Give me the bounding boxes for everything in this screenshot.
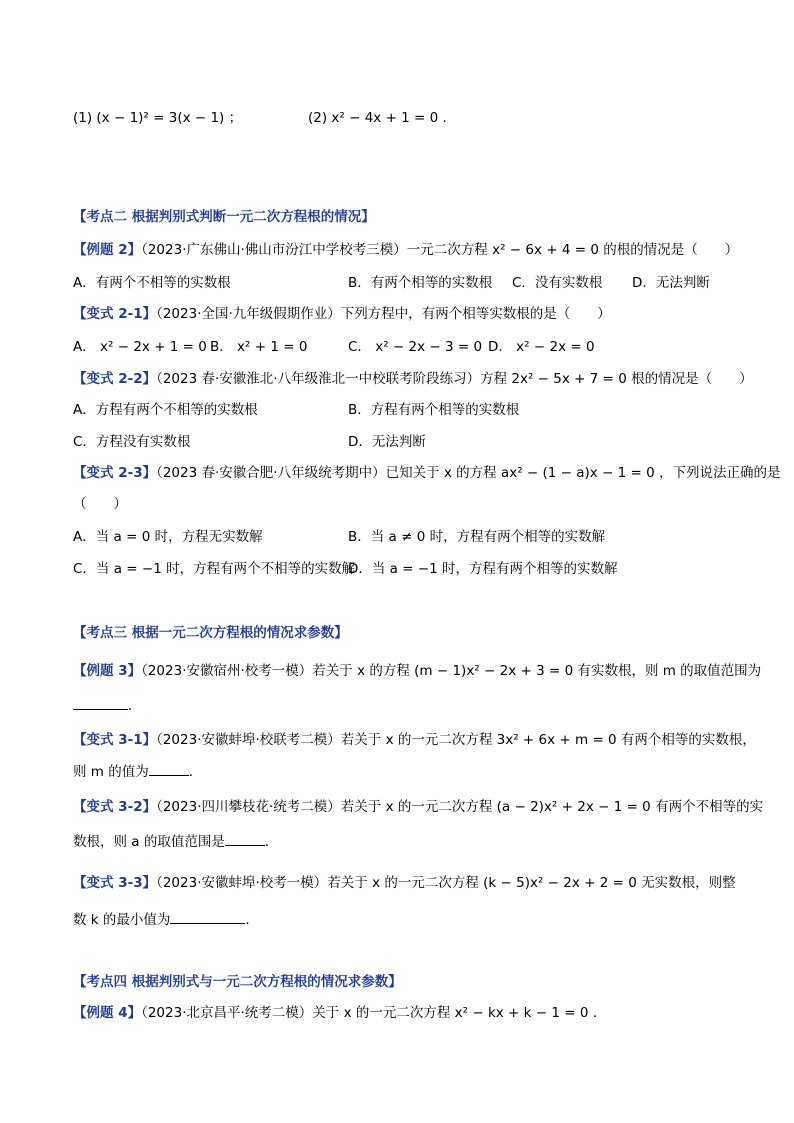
variant-2-3-paren: （ ）: [73, 496, 127, 512]
example-2-option-d: D．无法判断: [632, 275, 710, 291]
example-2-option-b: B．有两个相等的实数根: [348, 275, 493, 291]
variant-3-2-end: ．: [264, 834, 279, 850]
example-2: [73, 240, 738, 260]
question-1-text: (1) (x − 1)² = 3(x − 1) ；: [73, 110, 243, 126]
question-2: [308, 108, 447, 128]
example-2-text: （2023·广东佛山·佛山市汾江中学校考三模）一元二次方程 x² − 6x + 4 = 0 的根的情况是（ ）: [141, 242, 739, 258]
example-2-tag: 【例题 2】: [73, 242, 142, 258]
section-4-title: 【考点四 根据判别式与一元二次方程根的情况求参数】: [73, 974, 402, 990]
example-4-text: （2023·北京昌平·统考二模）关于 x 的一元二次方程 x² − kx + k − 1 = 0 .: [141, 1005, 598, 1021]
variant-3-1-tag: 【变式 3-1】: [73, 732, 157, 748]
variant-3-2-text: （2023·四川攀枝花·统考二模）若关于 x 的一元二次方程 (a − 2)x² + 2x − 1 = 0 有两个不相等的实: [156, 799, 764, 815]
example-3-tag: 【例题 3】: [73, 663, 142, 679]
variant-3-2: [73, 797, 763, 817]
example-3-answer: [73, 695, 142, 716]
variant-2-3-option-b: B．当 a ≠ 0 时，方程有两个相等的实数解: [348, 529, 606, 545]
variant-2-1-text: （2023·全国·九年级假期作业）下列方程中，有两个相等实数根的是（ ）: [156, 306, 611, 322]
variant-2-3-text: （2023 春·安徽合肥·八年级统考期中）已知关于 x 的方程 ax² − (1 − a)x − 1 = 0 ，下列说法正确的是: [156, 465, 781, 481]
variant-3-1-text2: 则 m 的值为: [73, 764, 149, 780]
variant-3-3-tag: 【变式 3-3】: [73, 875, 157, 891]
variant-2-3-option-c: C．当 a = −1 时，方程有两个不相等的实数解: [73, 561, 356, 577]
example-3-text: （2023·安徽宿州·校考一模）若关于 x 的方程 (m − 1)x² − 2x + 3 = 0 有实数根，则 m 的取值范围为: [141, 663, 762, 679]
variant-3-2-line2: [73, 831, 278, 852]
example-4-tag: 【例题 4】: [73, 1005, 142, 1021]
variant-3-3-end: ．: [245, 912, 259, 928]
variant-3-1-blank[interactable]: [149, 761, 189, 776]
variant-2-1-option-b: B． x² + 1 = 0: [210, 339, 308, 355]
example-3-end: ．: [128, 698, 142, 714]
variant-3-3: [73, 873, 736, 893]
variant-3-3-line2: [73, 909, 259, 930]
variant-2-3: [73, 463, 781, 483]
section-3-title: 【考点三 根据一元二次方程根的情况求参数】: [73, 625, 348, 641]
variant-3-3-text2: 数 k 的最小值为: [73, 912, 171, 928]
variant-3-1-text: （2023·安徽蚌埠·校联考二模）若关于 x 的一元二次方程 3x² + 6x + m = 0 有两个相等的实数根，: [156, 732, 756, 748]
variant-3-1-line2: [73, 761, 202, 782]
variant-3-2-tag: 【变式 3-2】: [73, 799, 157, 815]
variant-2-3-option-d: D．当 a = −1 时，方程有两个相等的实数解: [348, 561, 618, 577]
variant-2-1-option-c: C． x² − 2x − 3 = 0: [348, 339, 483, 355]
example-3: [73, 661, 761, 681]
variant-3-1: [73, 730, 756, 750]
variant-3-3-blank[interactable]: [170, 909, 245, 924]
example-3-blank[interactable]: [73, 695, 128, 710]
variant-2-3-option-a: A．当 a = 0 时，方程无实数解: [73, 529, 263, 545]
variant-2-1-option-a: A． x² − 2x + 1 = 0: [73, 339, 207, 355]
variant-2-1-tag: 【变式 2-1】: [73, 306, 157, 322]
example-2-option-c: C．没有实数根: [512, 275, 603, 291]
variant-3-2-text2: 数根，则 a 的取值范围是: [73, 834, 225, 850]
variant-2-1-option-d: D． x² − 2x = 0: [488, 339, 595, 355]
variant-2-3-tag: 【变式 2-3】: [73, 465, 157, 481]
question-2-text: (2) x² − 4x + 1 = 0 .: [308, 110, 447, 126]
section-2-title: 【考点二 根据判别式判断一元二次方程根的情况】: [73, 209, 375, 225]
variant-3-2-blank[interactable]: [225, 831, 265, 846]
variant-2-2-text: （2023 春·安徽淮北·八年级淮北一中校联考阶段练习）方程 2x² − 5x + 7 = 0 根的情况是（ ）: [156, 371, 753, 387]
variant-2-2-tag: 【变式 2-2】: [73, 371, 157, 387]
variant-2-2-option-d: D．无法判断: [348, 434, 426, 450]
question-1: [73, 108, 242, 128]
variant-2-1: [73, 304, 611, 324]
variant-2-2-option-b: B．方程有两个相等的实数根: [348, 402, 520, 418]
example-2-option-a: A．有两个不相等的实数根: [73, 275, 231, 291]
variant-3-1-end: ．: [188, 764, 203, 780]
variant-2-2-option-c: C．方程没有实数根: [73, 434, 191, 450]
variant-3-3-text: （2023·安徽蚌埠·校考一模）若关于 x 的一元二次方程 (k − 5)x² − 2x + 2 = 0 无实数根，则整: [156, 875, 736, 891]
example-4: [73, 1003, 597, 1023]
variant-2-2: [73, 369, 753, 389]
variant-2-2-option-a: A．方程有两个不相等的实数根: [73, 402, 258, 418]
